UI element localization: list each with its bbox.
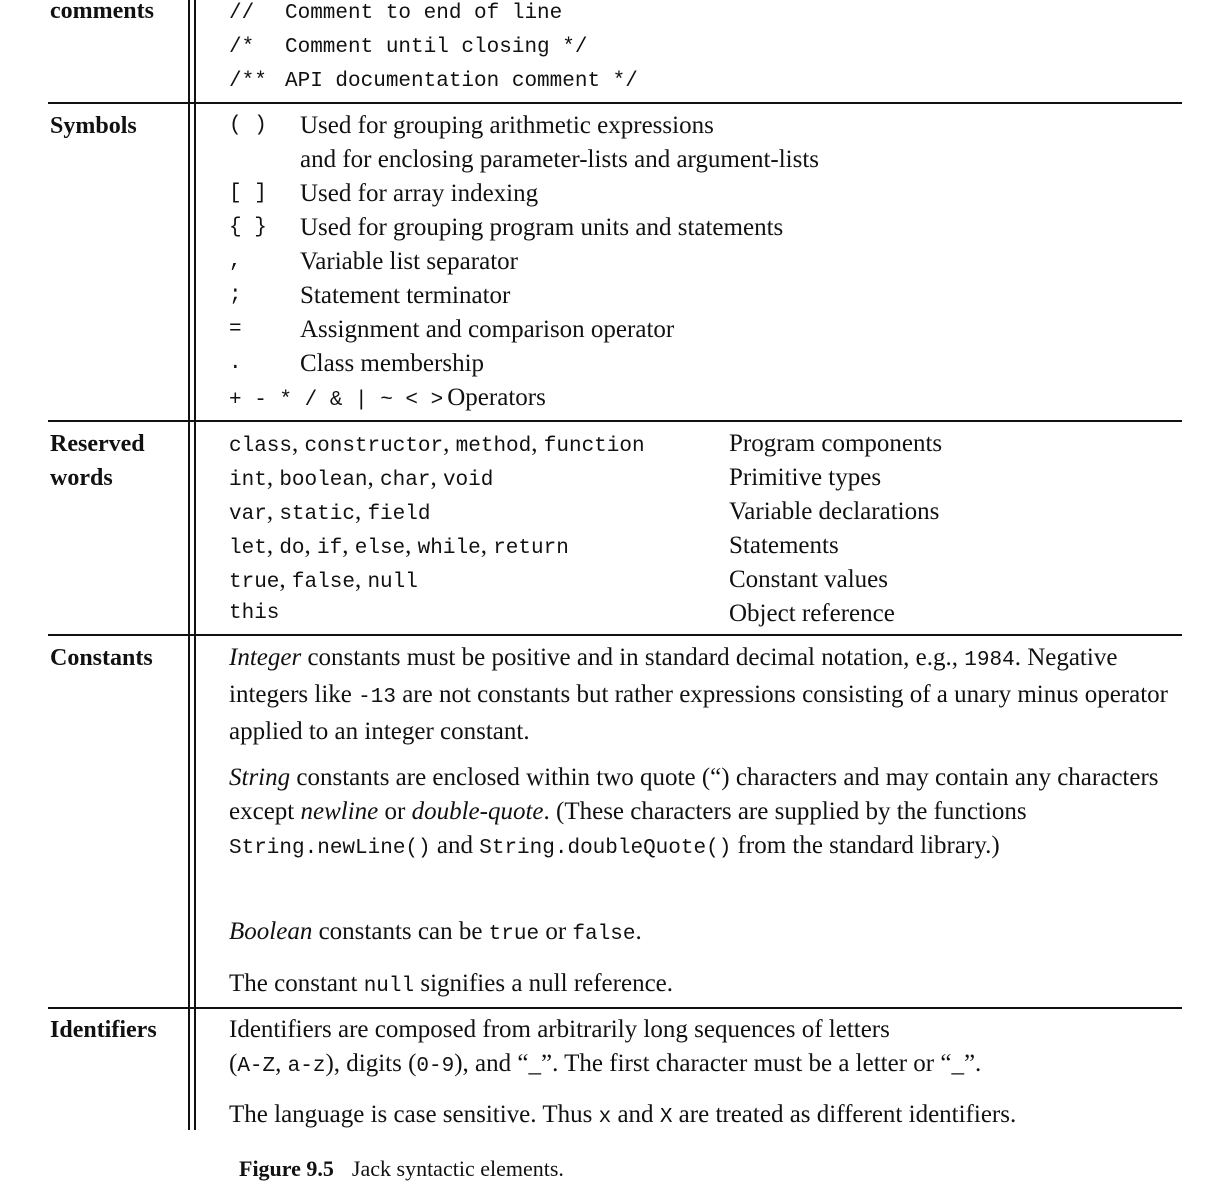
keyword: void <box>442 469 494 492</box>
operators-line <box>229 381 546 418</box>
keyword: method <box>455 435 532 458</box>
symbol-brackets-desc: Used for array indexing <box>300 180 539 207</box>
identifiers-paragraph-1: Identifiers are composed from arbitrarily long sequences of letters (A-Z, a-z), digits (0-9), and “_”. The first character must be a letter or “_”. <box>229 1016 982 1078</box>
comment-marker-1: // <box>229 2 255 25</box>
comment-text-2: Comment until closing */ <box>285 36 588 59</box>
figure-caption-text: Jack syntactic elements. <box>351 1156 564 1181</box>
row-divider-1 <box>48 102 1182 104</box>
symbol-dot: . <box>229 352 242 375</box>
figure-caption <box>239 1152 564 1186</box>
symbol-semicolon-desc: Statement terminator <box>300 282 511 309</box>
keyword: this <box>229 602 280 625</box>
keyword: boolean <box>279 469 368 492</box>
string-constants-paragraph: String constants are enclosed within two quote (“) characters and may contain any characters except newline or double-quote. (These characters are supplied by the functions String.newLine() and String.doubleQuote() from the standard library.) <box>229 764 1159 860</box>
comment-marker-3: /** <box>229 70 267 93</box>
reserved-desc-types: Primitive types <box>729 464 882 491</box>
reserved-desc-program: Program components <box>729 430 943 457</box>
symbol-equals-desc: Assignment and comparison operator <box>300 316 675 343</box>
keyword: static <box>279 503 355 526</box>
reserved-row-types: int, boolean, char, void <box>229 464 494 492</box>
reserved-label-1: Reserved <box>50 431 145 457</box>
reserved-desc-constants: Constant values <box>729 566 889 593</box>
symbol-braces-desc: Used for grouping program units and statements <box>300 214 784 241</box>
boolean-constants-paragraph: Boolean constants can be true or false. <box>229 918 642 946</box>
symbol-equals: = <box>229 318 242 341</box>
keyword: false <box>291 571 355 594</box>
row-divider-3 <box>48 634 1182 636</box>
symbol-braces: { } <box>229 216 267 239</box>
reserved-desc-statements: Statements <box>729 532 839 559</box>
keyword: do <box>279 537 305 560</box>
keyword: int <box>229 469 267 492</box>
keyword: if <box>317 537 343 560</box>
symbols-label: Symbols <box>50 113 137 139</box>
operators-symbols: + - * / & | ~ < > <box>229 389 444 412</box>
keyword: else <box>354 537 406 560</box>
symbol-comma-desc: Variable list separator <box>300 248 518 275</box>
symbol-semicolon: ; <box>229 284 242 307</box>
symbol-comma: , <box>229 250 242 273</box>
keyword: constructor <box>304 435 444 458</box>
reserved-row-this <box>229 597 279 631</box>
identifiers-label: Identifiers <box>50 1017 157 1043</box>
reserved-row-constants: true, false, null <box>229 566 418 594</box>
vertical-rule-left <box>188 0 190 1130</box>
keyword: return <box>493 537 569 560</box>
reserved-row-program: class, constructor, method, function <box>229 430 645 458</box>
keyword: field <box>367 503 431 526</box>
comment-text-3: API documentation comment */ <box>285 70 638 93</box>
symbol-dot-desc: Class membership <box>300 350 485 377</box>
keyword: while <box>417 537 481 560</box>
row-divider-2 <box>48 420 1182 422</box>
identifiers-paragraph-2: The language is case sensitive. Thus x and X are treated as different identifiers. <box>229 1101 1017 1129</box>
symbol-brackets: [ ] <box>229 182 267 205</box>
null-constant-paragraph: The constant null signifies a null reference. <box>229 970 674 998</box>
keyword: let <box>229 537 267 560</box>
vertical-rule-right <box>194 0 196 1130</box>
keyword: function <box>543 435 645 458</box>
integer-constants-paragraph: Integer constants must be positive and in standard decimal notation, e.g., 1984. Negative integers like -13 are not constants but rather expressions consisting of a unary minus operator applied to an integer constant. <box>229 644 1168 745</box>
keyword: char <box>380 469 431 492</box>
reserved-row-vars: var, static, field <box>229 498 431 526</box>
symbol-parens-desc: Used for grouping arithmetic expressions <box>300 112 714 139</box>
reserved-label-2: words <box>50 465 113 491</box>
comment-marker-2: /* <box>229 36 255 59</box>
keyword: var <box>229 503 267 526</box>
symbol-parens-desc-cont: and for enclosing parameter-lists and argument-lists <box>300 146 820 173</box>
keyword: true <box>229 571 280 594</box>
symbol-parens: ( ) <box>229 114 267 137</box>
constants-label: Constants <box>50 645 153 671</box>
operators-label: Operators <box>447 384 546 411</box>
keyword: null <box>367 571 418 594</box>
keyword: class <box>229 435 293 458</box>
reserved-row-statements: let, do, if, else, while, return <box>229 532 569 560</box>
reserved-desc-this: Object reference <box>729 600 895 627</box>
comments-label: comments <box>50 0 154 24</box>
reserved-desc-vars: Variable declarations <box>729 498 940 525</box>
row-divider-4 <box>48 1007 1182 1009</box>
figure-number: Figure 9.5 <box>239 1156 334 1181</box>
comment-text-1: Comment to end of line <box>285 2 563 25</box>
